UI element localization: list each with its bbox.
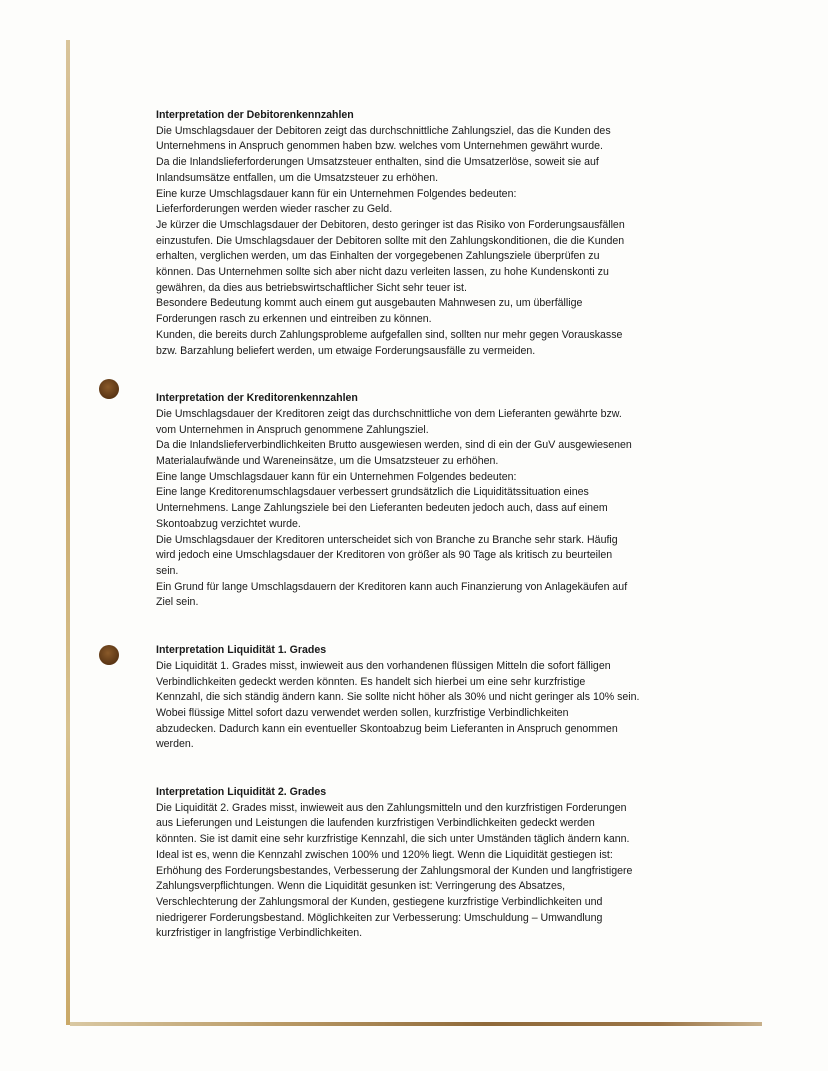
section-heading: Interpretation Liquidität 2. Grades <box>156 786 327 799</box>
paragraph-line: Da die Inlandslieferforderungen Umsatzsteuer enthalten, sind die Umsatzerlöse, soweit sie auf <box>156 156 599 169</box>
paragraph-line: könnten. Sie ist damit eine sehr kurzfristige Kennzahl, die sich unter Umständen täglich ändern kann. <box>156 833 630 846</box>
paragraph-line: Ideal ist es, wenn die Kennzahl zwischen 100% und 120% liegt. Wenn die Liquidität gestiegen ist: <box>156 848 613 861</box>
paragraph-line: Eine kurze Umschlagsdauer kann für ein Unternehmen Folgendes bedeuten: <box>156 187 517 200</box>
paragraph-line: Die Liquidität 2. Grades misst, inwieweit aus den Zahlungsmitteln und den kurzfristigen Forderungen <box>156 801 627 814</box>
paragraph-line: Lieferforderungen werden wieder rascher zu Geld. <box>156 203 393 216</box>
section-heading: Interpretation Liquidität 1. Grades <box>156 644 327 657</box>
paragraph-line: Kunden, die bereits durch Zahlungsprobleme aufgefallen sind, sollten nur mehr gegen Vorauskasse <box>156 328 623 341</box>
paragraph-line: aus Lieferungen und Leistungen die laufenden kurzfristigen Verbindlichkeiten gedeckt werden <box>156 817 595 830</box>
section-spacer <box>156 753 696 785</box>
section-4 <box>156 785 696 942</box>
punch-hole-top <box>99 379 119 399</box>
paragraph-line: Zahlungsverpflichtungen. Wenn die Liquidität gesunken ist: Verringerung des Absatzes, <box>156 880 566 893</box>
paragraph-line: Da die Inlandslieferverbindlichkeiten Brutto ausgewiesen werden, sind di ein der GuV ausgewiesenen <box>156 439 632 452</box>
paragraph-line: Forderungen rasch zu erkennen und eintreiben zu können. <box>156 313 432 326</box>
paragraph-line: Die Umschlagsdauer der Kreditoren zeigt das durchschnittliche von dem Lieferanten gewährte bzw. <box>156 407 622 420</box>
section-2 <box>156 391 696 611</box>
punch-hole-bottom <box>99 645 119 665</box>
paragraph-line: Skontoabzug verzichtet wurde. <box>156 517 301 530</box>
paragraph-line: Ziel sein. <box>156 596 199 609</box>
paragraph-line: Erhöhung des Forderungsbestandes, Verbesserung der Zahlungsmoral der Kunden und langfristigere <box>156 864 633 877</box>
paragraph-line: Eine lange Umschlagsdauer kann für ein Unternehmen Folgendes bedeuten: <box>156 470 517 483</box>
paragraph-line: sein. <box>156 564 179 577</box>
paragraph-line: gewähren, da dies aus betriebswirtschaftlicher Sicht sehr teuer ist. <box>156 281 467 294</box>
section-1 <box>156 108 696 359</box>
paragraph-line: vom Unternehmen in Anspruch genommene Zahlungsziel. <box>156 423 429 436</box>
paragraph-line: bzw. Barzahlung beliefert werden, um etwaige Forderungsausfälle zu vermeiden. <box>156 344 536 357</box>
paragraph-line: kurzfristiger in langfristige Verbindlichkeiten. <box>156 927 363 940</box>
paragraph-line: Eine lange Kreditorenumschlagsdauer verbessert grundsätzlich die Liquiditätssituation eines <box>156 486 589 499</box>
paragraph-line: wird jedoch eine Umschlagsdauer der Kreditoren von größer als 90 Tage als kritisch zu beurteilen <box>156 549 613 562</box>
paragraph-line: werden. <box>156 738 194 751</box>
paragraph-line: Verschlechterung der Zahlungsmoral der Kunden, gestiegene kurzfristige Verbindlichkeiten und <box>156 895 603 908</box>
paragraph-line: Besondere Bedeutung kommt auch einem gut ausgebauten Mahnwesen zu, um überfällige <box>156 297 583 310</box>
paragraph-line: können. Das Unternehmen sollte sich aber nicht dazu verleiten lassen, zu hohe Kundenskonti zu <box>156 266 609 279</box>
paragraph-line: Wobei flüssige Mittel sofort dazu verwendet werden sollen, kurzfristige Verbindlichkeiten <box>156 706 569 719</box>
paragraph-line: erhalten, verglichen werden, um das Einhalten der vorgegebenen Zahlungsziele überprüfen zu <box>156 250 600 263</box>
paragraph-line: Die Liquidität 1. Grades misst, inwieweit aus den vorhandenen flüssigen Mitteln die sofort fälligen <box>156 659 611 672</box>
page-left-edge <box>66 40 70 1025</box>
paragraph-line: niedrigerer Forderungsbestand. Möglichkeiten zur Verbesserung: Umschuldung – Umwandlung <box>156 911 603 924</box>
paragraph-line: Je kürzer die Umschlagsdauer der Debitoren, desto geringer ist das Risiko von Forderungsausfällen <box>156 218 625 231</box>
section-spacer <box>156 359 696 391</box>
document-body <box>156 108 696 942</box>
paragraph-line: Ein Grund für lange Umschlagsdauern der Kreditoren kann auch Finanzierung von Anlagekäufen auf <box>156 580 628 593</box>
paragraph-line: Kennzahl, die sich ständig ändern kann. Sie sollte nicht höher als 30% und nicht geringer als 10% sein. <box>156 691 640 704</box>
section-3 <box>156 643 696 753</box>
paragraph-line: einzustufen. Die Umschlagsdauer der Debitoren sollte mit den Zahlungskonditionen, die die Kunden <box>156 234 625 247</box>
section-heading: Interpretation der Kreditorenkennzahlen <box>156 392 358 405</box>
paragraph-line: Verbindlichkeiten gedeckt werden könnten. Es handelt sich hierbei um eine sehr kurzfristige <box>156 675 586 688</box>
paragraph-line: Unternehmens. Lange Zahlungsziele bei den Lieferanten bedeuten jedoch auch, dass auf einem <box>156 502 608 515</box>
paragraph-line: Die Umschlagsdauer der Debitoren zeigt das durchschnittliche Zahlungsziel, das die Kunden des <box>156 124 611 137</box>
section-spacer <box>156 611 696 643</box>
paragraph-line: Die Umschlagsdauer der Kreditoren unterscheidet sich von Branche zu Branche sehr stark. Häufig <box>156 533 618 546</box>
paragraph-line: Inlandsumsätze entfallen, um die Umsatzsteuer zu erhöhen. <box>156 171 439 184</box>
section-heading: Interpretation der Debitorenkennzahlen <box>156 109 354 121</box>
paragraph-line: Materialaufwände und Wareneinsätze, um die Umsatzsteuer zu erhöhen. <box>156 455 499 468</box>
paragraph-line: abzudecken. Dadurch kann ein eventueller Skontoabzug beim Lieferanten in Anspruch genommen <box>156 722 618 735</box>
page-bottom-edge <box>70 1022 762 1026</box>
paragraph-line: Unternehmens in Anspruch genommen haben bzw. welches vom Unternehmen gewährt wurde. <box>156 140 603 153</box>
